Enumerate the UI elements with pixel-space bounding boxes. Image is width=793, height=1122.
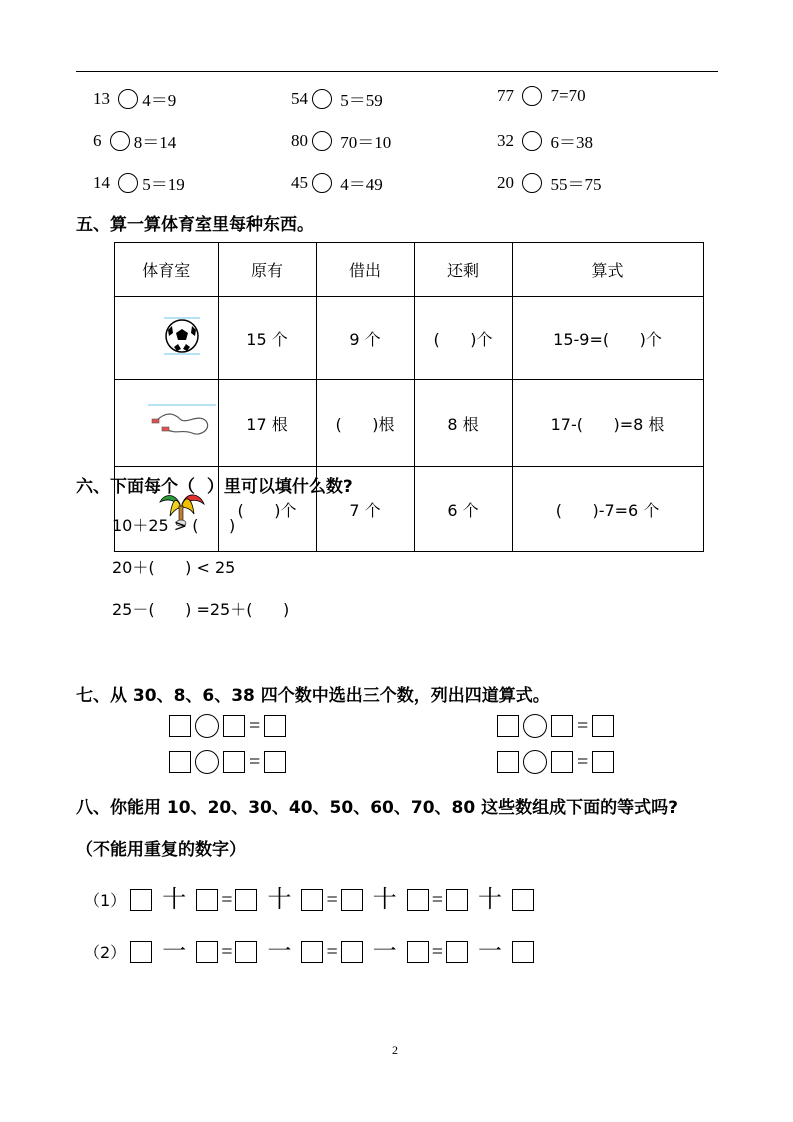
answer-box[interactable]	[130, 941, 152, 963]
lent-cell[interactable]: ( )根	[316, 380, 414, 467]
equation-chain-subtract	[84, 940, 534, 963]
table-header: 体育室	[115, 243, 219, 297]
jump-rope-icon	[146, 399, 218, 443]
table-header: 还剩	[414, 243, 512, 297]
equation-2-1: 6 8＝14	[93, 130, 177, 152]
minus-sign: 一	[162, 938, 187, 965]
answer-circle[interactable]	[312, 131, 332, 151]
answer-box[interactable]	[169, 751, 191, 773]
left-cell[interactable]: ( )个	[414, 297, 512, 380]
answer-box[interactable]	[446, 941, 468, 963]
answer-box[interactable]	[341, 889, 363, 911]
equals-sign: =	[221, 888, 233, 911]
original-cell[interactable]: ( )个	[218, 467, 316, 552]
minus-sign: 一	[478, 938, 503, 965]
answer-circle[interactable]	[522, 131, 542, 151]
left-cell: 8 根	[414, 380, 512, 467]
answer-circle[interactable]	[118, 89, 138, 109]
equation-template-4	[497, 750, 614, 774]
answer-circle[interactable]	[312, 173, 332, 193]
equation-1-2: 54 5＝59	[291, 88, 383, 110]
section-8-note: （不能用重复的数字）	[76, 840, 246, 860]
answer-box[interactable]	[223, 715, 245, 737]
answer-box[interactable]	[551, 751, 573, 773]
equals-sign: =	[326, 940, 338, 963]
equation-1-3: 77 7=70	[497, 86, 586, 105]
equals-sign: =	[577, 751, 589, 773]
equals-sign: =	[577, 715, 589, 737]
answer-box[interactable]	[301, 941, 323, 963]
formula-cell[interactable]: 15-9=( )个	[512, 297, 703, 380]
section-5-heading: 五、算一算体育室里每种东西。	[76, 215, 314, 235]
answer-box[interactable]	[196, 941, 218, 963]
top-rule	[76, 71, 718, 72]
left-cell: 6 个	[414, 467, 512, 552]
table-header: 算式	[512, 243, 703, 297]
answer-box[interactable]	[223, 751, 245, 773]
soccer-ball-cell	[115, 297, 219, 380]
original-cell: 17 根	[218, 380, 316, 467]
plus-sign: 十	[372, 886, 397, 913]
equals-sign: =	[326, 888, 338, 911]
operator-circle[interactable]	[523, 714, 547, 738]
equation-2-3: 32 6＝38	[497, 130, 593, 152]
operator-circle[interactable]	[523, 750, 547, 774]
answer-box[interactable]	[407, 941, 429, 963]
section-7-heading: 七、从 30、8、6、38 四个数中选出三个数，列出四道算式。	[76, 686, 550, 706]
answer-box[interactable]	[169, 715, 191, 737]
table-header: 借出	[316, 243, 414, 297]
equation-3-2: 45 4＝49	[291, 172, 383, 194]
answer-box[interactable]	[264, 715, 286, 737]
table-row	[115, 380, 704, 467]
answer-box[interactable]	[235, 889, 257, 911]
formula-cell[interactable]: 17-( )=8 根	[512, 380, 703, 467]
answer-box[interactable]	[341, 941, 363, 963]
answer-box[interactable]	[512, 941, 534, 963]
answer-box[interactable]	[551, 715, 573, 737]
answer-box[interactable]	[512, 889, 534, 911]
answer-box[interactable]	[130, 889, 152, 911]
answer-circle[interactable]	[118, 173, 138, 193]
answer-box[interactable]	[196, 889, 218, 911]
gym-table	[114, 242, 704, 552]
fill-blank-line-3[interactable]: 25－( ) =25＋( )	[112, 600, 290, 619]
answer-box[interactable]	[407, 889, 429, 911]
answer-circle[interactable]	[522, 173, 542, 193]
section-8-heading: 八、你能用 10、20、30、40、50、60、70、80 这些数组成下面的等式吗?	[76, 798, 678, 818]
fill-blank-line-2[interactable]: 20＋( ) < 25	[112, 558, 236, 577]
equals-sign: =	[431, 888, 444, 911]
answer-circle[interactable]	[522, 86, 542, 106]
equation-template-2	[497, 714, 614, 738]
table-row	[115, 297, 704, 380]
equation-2-2: 80 70＝10	[291, 130, 392, 152]
plus-sign: 十	[267, 886, 292, 913]
equals-sign: =	[249, 751, 261, 773]
answer-circle[interactable]	[312, 89, 332, 109]
plus-sign: 十	[478, 886, 503, 913]
lent-cell: 9 个	[316, 297, 414, 380]
equation-3-1: 14 5＝19	[93, 172, 185, 194]
answer-box[interactable]	[264, 751, 286, 773]
equation-template-3	[169, 750, 286, 774]
table-header: 原有	[218, 243, 316, 297]
answer-box[interactable]	[497, 751, 519, 773]
equation-3-3: 20 55＝75	[497, 172, 602, 194]
formula-cell[interactable]: ( )-7=6 个	[512, 467, 703, 552]
equals-sign: =	[431, 940, 444, 963]
equation-chain-add	[84, 888, 534, 911]
soccer-ball-icon	[160, 316, 204, 356]
lent-cell: 7 个	[316, 467, 414, 552]
answer-box[interactable]	[446, 889, 468, 911]
item-label: （2）	[84, 943, 127, 962]
plus-sign: 十	[162, 886, 187, 913]
item-label: （1）	[84, 891, 127, 910]
equals-sign: =	[221, 940, 233, 963]
answer-box[interactable]	[301, 889, 323, 911]
answer-box[interactable]	[592, 715, 614, 737]
section-6-heading: 六、下面每个（ ）里可以填什么数?	[76, 477, 353, 497]
page-number: 2	[392, 1043, 398, 1057]
minus-sign: 一	[267, 938, 292, 965]
equals-sign: =	[249, 715, 261, 737]
answer-box[interactable]	[235, 941, 257, 963]
answer-box[interactable]	[497, 715, 519, 737]
jump-rope-cell	[115, 380, 219, 467]
answer-box[interactable]	[592, 751, 614, 773]
operator-circle[interactable]	[195, 714, 219, 738]
operator-circle[interactable]	[195, 750, 219, 774]
answer-circle[interactable]	[110, 131, 130, 151]
fill-blank-line-1[interactable]: 10＋25 > ( )	[112, 516, 236, 535]
original-cell: 15 个	[218, 297, 316, 380]
equation-template-1	[169, 714, 286, 738]
equation-1-1: 13 4＝9	[93, 88, 177, 110]
minus-sign: 一	[372, 938, 397, 965]
